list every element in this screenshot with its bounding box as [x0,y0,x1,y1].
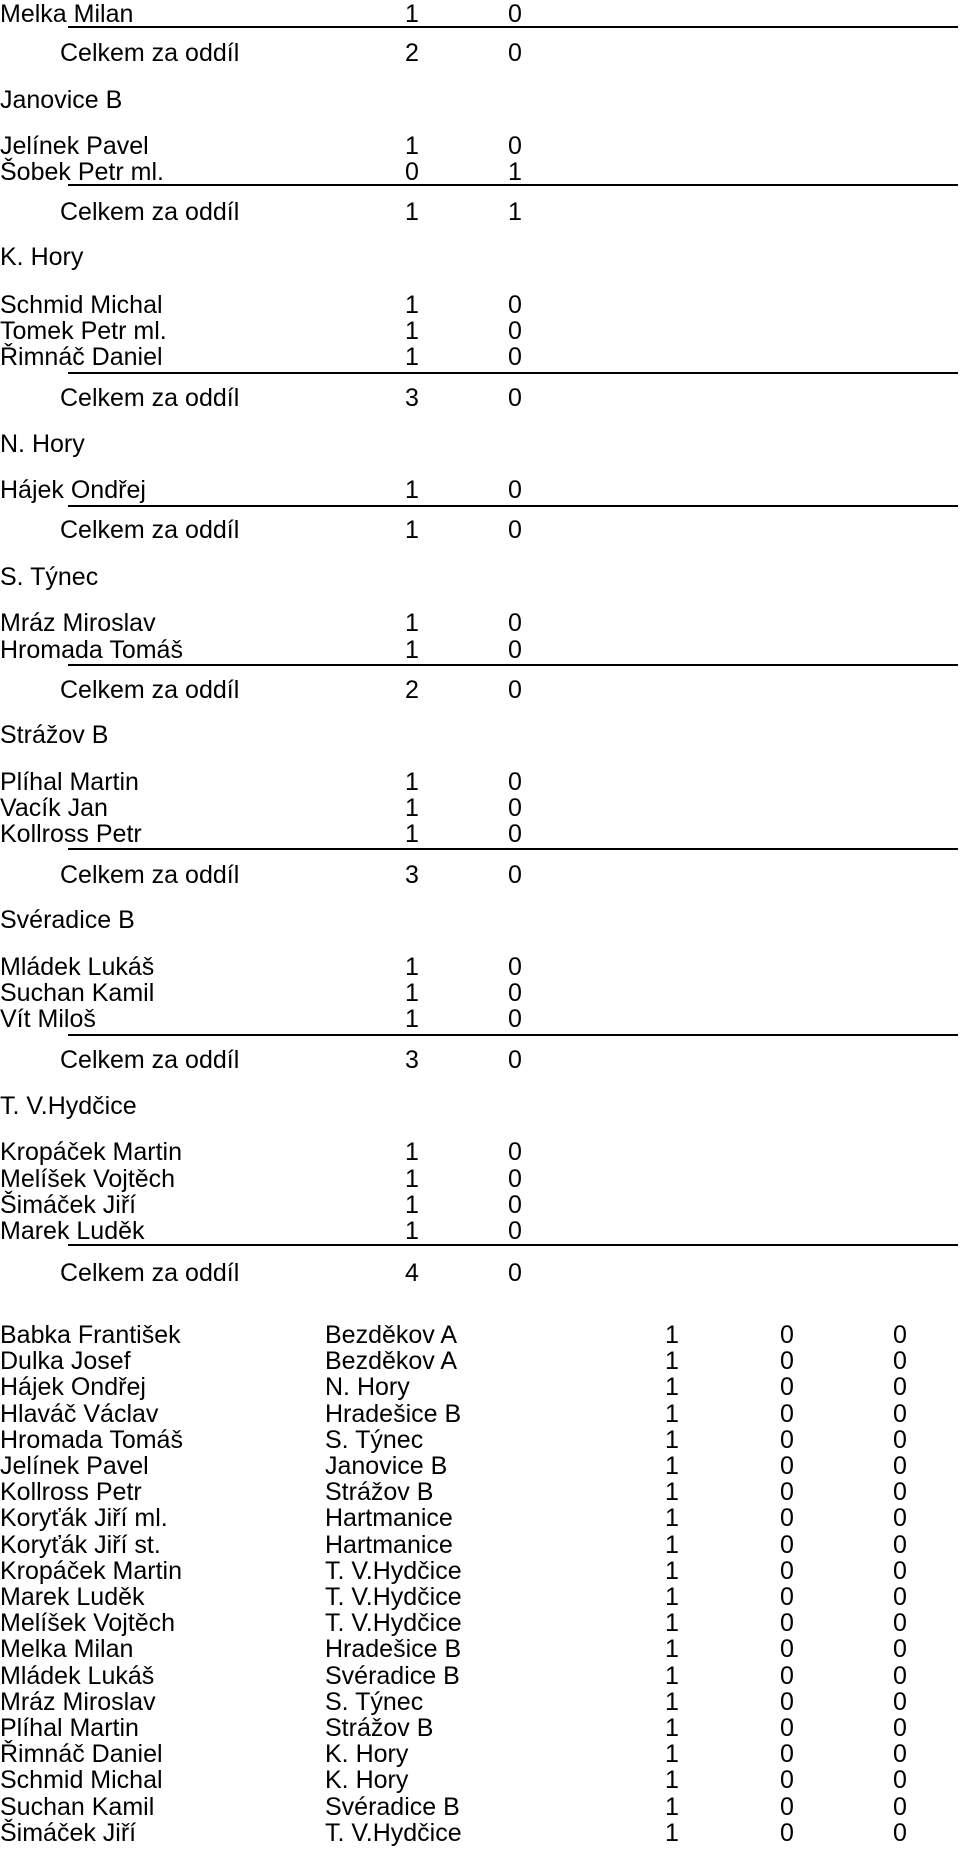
summary-value-2: 0 [780,1609,794,1637]
summary-value-2: 0 [780,1662,794,1690]
summary-value-1: 1 [665,1819,679,1847]
club-total-label: Celkem za oddíl [60,1259,240,1287]
club-total-value-1: 3 [405,1046,419,1074]
summary-value-1: 1 [665,1662,679,1690]
summary-player-name: Kropáček Martin [0,1557,183,1585]
summary-value-1: 1 [665,1478,679,1506]
summary-player-name: Hromada Tomáš [0,1426,183,1454]
summary-player-name: Jelínek Pavel [0,1452,149,1480]
summary-player-name: Koryťák Jiří ml. [0,1504,168,1532]
player-name: Jelínek Pavel [0,132,149,160]
summary-club: Bezděkov A [325,1321,458,1349]
summary-club: Bezděkov A [325,1347,458,1375]
summary-club: Hartmanice [325,1504,453,1532]
section-divider [68,372,958,374]
summary-value-3: 0 [893,1452,907,1480]
summary-value-3: 0 [893,1766,907,1794]
summary-value-1: 1 [665,1609,679,1637]
summary-club: K. Hory [325,1766,409,1794]
summary-value-3: 0 [893,1662,907,1690]
club-total-label: Celkem za oddíl [60,516,240,544]
summary-value-1: 1 [665,1504,679,1532]
player-value-1: 1 [405,1191,419,1219]
summary-player-name: Mládek Lukáš [0,1662,155,1690]
summary-value-2: 0 [780,1793,794,1821]
summary-value-2: 0 [780,1766,794,1794]
club-total-value-1: 2 [405,39,419,67]
player-value-1: 1 [405,343,419,371]
club-total-value-2: 0 [508,1259,522,1287]
club-total-label: Celkem za oddíl [60,676,240,704]
player-value-1: 1 [405,317,419,345]
summary-value-3: 0 [893,1793,907,1821]
summary-club: Janovice B [325,1452,448,1480]
player-value-2: 0 [508,0,522,28]
summary-value-2: 0 [780,1400,794,1428]
summary-value-2: 0 [780,1688,794,1716]
summary-value-2: 0 [780,1635,794,1663]
player-value-1: 1 [405,1005,419,1033]
player-value-2: 0 [508,343,522,371]
player-value-1: 1 [405,794,419,822]
summary-value-2: 0 [780,1819,794,1847]
summary-value-3: 0 [893,1740,907,1768]
player-value-1: 1 [405,1165,419,1193]
summary-club: Strážov B [325,1478,434,1506]
summary-player-name: Marek Luděk [0,1583,145,1611]
summary-value-1: 1 [665,1321,679,1349]
club-total-value-2: 0 [508,384,522,412]
summary-value-2: 0 [780,1504,794,1532]
summary-value-3: 0 [893,1635,907,1663]
player-value-1: 1 [405,476,419,504]
summary-club: T. V.Hydčice [325,1819,462,1847]
summary-club: Svéradice B [325,1793,460,1821]
summary-value-2: 0 [780,1583,794,1611]
player-value-2: 0 [508,1165,522,1193]
summary-value-3: 0 [893,1373,907,1401]
player-value-2: 0 [508,768,522,796]
player-value-2: 1 [508,158,522,186]
summary-player-name: Plíhal Martin [0,1714,139,1742]
club-total-value-1: 1 [405,198,419,226]
player-name: Hromada Tomáš [0,636,183,664]
summary-value-2: 0 [780,1478,794,1506]
summary-value-2: 0 [780,1557,794,1585]
club-name: T. V.Hydčice [0,1092,137,1120]
club-total-value-2: 0 [508,1046,522,1074]
club-total-label: Celkem za oddíl [60,1046,240,1074]
summary-club: T. V.Hydčice [325,1557,462,1585]
summary-player-name: Hlaváč Václav [0,1400,159,1428]
club-name: Svéradice B [0,906,135,934]
club-total-value-1: 1 [405,516,419,544]
section-divider [68,1244,958,1246]
player-value-2: 0 [508,1005,522,1033]
summary-value-1: 1 [665,1793,679,1821]
summary-value-3: 0 [893,1583,907,1611]
player-name: Šobek Petr ml. [0,158,164,186]
summary-club: Svéradice B [325,1662,460,1690]
summary-club: N. Hory [325,1373,410,1401]
section-divider [68,505,958,507]
club-name: K. Hory [0,243,84,271]
section-divider [68,664,958,666]
summary-value-1: 1 [665,1583,679,1611]
club-total-value-2: 0 [508,39,522,67]
player-name: Mládek Lukáš [0,953,155,981]
summary-club: Hartmanice [325,1531,453,1559]
player-value-1: 1 [405,609,419,637]
summary-value-1: 1 [665,1452,679,1480]
player-value-2: 0 [508,979,522,1007]
player-name: Šimáček Jiří [0,1191,137,1219]
player-name: Mráz Miroslav [0,609,156,637]
summary-value-3: 0 [893,1478,907,1506]
player-value-1: 1 [405,953,419,981]
summary-player-name: Babka František [0,1321,181,1349]
player-value-1: 1 [405,291,419,319]
summary-value-2: 0 [780,1531,794,1559]
club-total-value-1: 4 [405,1259,419,1287]
summary-player-name: Šimáček Jiří [0,1819,137,1847]
player-name: Melka Milan [0,0,134,28]
club-total-value-1: 3 [405,861,419,889]
summary-value-1: 1 [665,1531,679,1559]
summary-club: S. Týnec [325,1688,424,1716]
summary-value-3: 0 [893,1504,907,1532]
summary-value-1: 1 [665,1400,679,1428]
player-value-2: 0 [508,1138,522,1166]
summary-value-2: 0 [780,1347,794,1375]
player-name: Vacík Jan [0,794,108,822]
summary-player-name: Řimnáč Daniel [0,1740,163,1768]
player-name: Kollross Petr [0,820,142,848]
section-divider [68,848,958,850]
summary-value-1: 1 [665,1740,679,1768]
player-name: Suchan Kamil [0,979,155,1007]
summary-value-1: 1 [665,1557,679,1585]
player-name: Melíšek Vojtěch [0,1165,176,1193]
summary-value-2: 0 [780,1373,794,1401]
player-value-1: 0 [405,158,419,186]
player-name: Plíhal Martin [0,768,139,796]
summary-value-3: 0 [893,1400,907,1428]
summary-player-name: Kollross Petr [0,1478,142,1506]
player-value-2: 0 [508,291,522,319]
player-value-1: 1 [405,820,419,848]
summary-player-name: Dulka Josef [0,1347,131,1375]
club-name: Janovice B [0,86,123,114]
club-total-label: Celkem za oddíl [60,39,240,67]
player-name: Tomek Petr ml. [0,317,167,345]
section-divider [68,26,958,28]
summary-value-1: 1 [665,1347,679,1375]
player-value-2: 0 [508,609,522,637]
player-value-2: 0 [508,953,522,981]
player-name: Vít Miloš [0,1005,96,1033]
section-divider [68,184,958,186]
player-value-2: 0 [508,636,522,664]
player-value-2: 0 [508,317,522,345]
player-value-1: 1 [405,132,419,160]
summary-value-3: 0 [893,1347,907,1375]
summary-value-3: 0 [893,1609,907,1637]
summary-player-name: Hájek Ondřej [0,1373,146,1401]
club-name: Strážov B [0,721,109,749]
summary-value-3: 0 [893,1426,907,1454]
summary-club: Hradešice B [325,1400,462,1428]
summary-value-3: 0 [893,1531,907,1559]
summary-club: T. V.Hydčice [325,1609,462,1637]
summary-player-name: Schmid Michal [0,1766,163,1794]
summary-club: S. Týnec [325,1426,424,1454]
player-value-2: 0 [508,476,522,504]
player-value-1: 1 [405,979,419,1007]
summary-value-2: 0 [780,1321,794,1349]
player-value-2: 0 [508,1191,522,1219]
summary-player-name: Suchan Kamil [0,1793,155,1821]
summary-club: Strážov B [325,1714,434,1742]
summary-value-1: 1 [665,1426,679,1454]
club-total-value-2: 1 [508,198,522,226]
summary-value-3: 0 [893,1714,907,1742]
club-total-value-2: 0 [508,516,522,544]
summary-value-3: 0 [893,1321,907,1349]
summary-player-name: Melka Milan [0,1635,134,1663]
summary-value-1: 1 [665,1766,679,1794]
club-name: S. Týnec [0,563,99,591]
player-name: Kropáček Martin [0,1138,183,1166]
player-value-1: 1 [405,0,419,28]
club-name: N. Hory [0,430,85,458]
player-value-1: 1 [405,1138,419,1166]
summary-value-1: 1 [665,1688,679,1716]
player-value-1: 1 [405,1217,419,1245]
summary-value-3: 0 [893,1557,907,1585]
club-total-label: Celkem za oddíl [60,861,240,889]
summary-value-1: 1 [665,1635,679,1663]
club-total-value-1: 2 [405,676,419,704]
player-name: Marek Luděk [0,1217,145,1245]
summary-club: T. V.Hydčice [325,1583,462,1611]
player-value-1: 1 [405,636,419,664]
club-total-value-2: 0 [508,861,522,889]
player-value-2: 0 [508,794,522,822]
player-name: Hájek Ondřej [0,476,146,504]
summary-value-2: 0 [780,1426,794,1454]
summary-player-name: Mráz Miroslav [0,1688,156,1716]
summary-value-2: 0 [780,1714,794,1742]
player-value-1: 1 [405,768,419,796]
section-divider [68,1034,958,1036]
player-value-2: 0 [508,132,522,160]
club-total-label: Celkem za oddíl [60,198,240,226]
summary-player-name: Koryťák Jiří st. [0,1531,161,1559]
summary-value-3: 0 [893,1688,907,1716]
summary-value-3: 0 [893,1819,907,1847]
summary-value-1: 1 [665,1373,679,1401]
summary-club: K. Hory [325,1740,409,1768]
summary-player-name: Melíšek Vojtěch [0,1609,176,1637]
summary-value-2: 0 [780,1740,794,1768]
summary-value-2: 0 [780,1452,794,1480]
club-total-value-2: 0 [508,676,522,704]
summary-value-1: 1 [665,1714,679,1742]
player-value-2: 0 [508,820,522,848]
player-value-2: 0 [508,1217,522,1245]
summary-club: Hradešice B [325,1635,462,1663]
club-total-label: Celkem za oddíl [60,384,240,412]
club-total-value-1: 3 [405,384,419,412]
player-name: Řimnáč Daniel [0,343,163,371]
player-name: Schmid Michal [0,291,163,319]
